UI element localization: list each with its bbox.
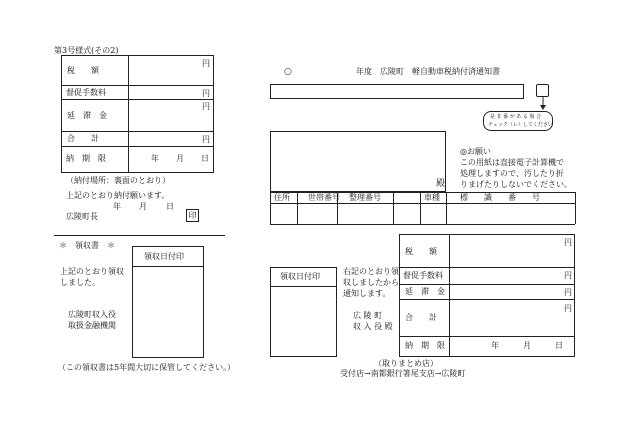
bottom-tax-label: 税 額 xyxy=(405,247,437,256)
request-heading: ◎お願い xyxy=(460,147,491,156)
late-fee-label: 延 滞 金 xyxy=(67,111,107,120)
bottom-late-unit: 円 xyxy=(564,288,572,297)
request-line-2: 処理しますので、汚したり折 xyxy=(460,169,564,178)
receipt-note: （この領収書は5年間大切に保管してください。） xyxy=(58,363,236,372)
due-day: 日 xyxy=(201,154,209,163)
store-route: 受付店→南都銀行箸尾支店→広陵町 xyxy=(340,369,466,378)
bottom-text-1: 右記のとおり領 xyxy=(343,267,399,276)
request-line-1: この用紙は直接電子計算機で xyxy=(460,158,564,167)
total-unit: 円 xyxy=(202,135,210,144)
col-household-no: 世帯番号 xyxy=(308,193,340,202)
store-heading: （取りまとめ店） xyxy=(374,359,438,368)
receipt-office-2: 取扱金融機関 xyxy=(68,321,116,330)
receipt-office-1: 広陵町収入役 xyxy=(68,310,116,319)
notice-title: 年度 広陵町 軽自動車税納付済通知書 xyxy=(356,67,500,76)
bottom-stamp-label: 領収日付印 xyxy=(280,272,320,281)
bottom-late-label: 延 滞 金 xyxy=(405,287,445,296)
payment-request: 上記のとおり納付願います。 xyxy=(66,191,170,200)
arrow-down-icon xyxy=(539,97,547,111)
bottom-dunning-label: 督促手数料 xyxy=(403,271,443,280)
circle-mark: ○ xyxy=(284,67,292,77)
bottom-due-label: 納 期 限 xyxy=(405,341,445,350)
due-year: 年 xyxy=(151,154,159,163)
late-fee-unit: 円 xyxy=(202,102,210,111)
receipt-text-1: 上記のとおり領収 xyxy=(60,267,124,276)
honorific-mark: 殿 xyxy=(436,179,446,189)
request-line-3: りまげたりしないでください。 xyxy=(460,180,572,189)
bottom-due-year: 年 xyxy=(491,341,499,350)
request-month: 月 xyxy=(139,202,147,211)
mayor-title: 広陵町長 xyxy=(66,212,98,221)
receipt-text-2: しました。 xyxy=(60,278,100,287)
form-number: 第3号様式(その2) xyxy=(54,46,119,55)
total-label: 合 計 xyxy=(67,134,99,143)
bottom-text-2: 収しましたから xyxy=(343,278,399,287)
bottom-tax-unit: 円 xyxy=(564,238,572,247)
request-year: 年 xyxy=(113,202,121,211)
check-note-2: チェック（レ）してください xyxy=(488,122,553,128)
receipt-stamp-label: 領収日付印 xyxy=(144,252,184,261)
due-date-label: 納 期 限 xyxy=(66,154,106,163)
dunning-fee-label: 督促手数料 xyxy=(66,88,106,97)
check-box[interactable] xyxy=(536,84,549,97)
mayor-seal: 印 xyxy=(186,209,199,222)
check-note-1: 是 非 番 が あ る 場 合 xyxy=(490,114,542,120)
payment-place: （納付場所：裏面のとおり） xyxy=(66,176,170,185)
bottom-due-month: 月 xyxy=(523,341,531,350)
receipt-title: ＊ 領収書 ＊ xyxy=(59,241,115,250)
receipt-divider xyxy=(54,235,225,236)
bottom-office-1: 広 陵 町 xyxy=(353,311,383,320)
request-day: 日 xyxy=(166,202,174,211)
col-vehicle-type: 車種 xyxy=(424,193,440,202)
col-address: 住所 xyxy=(274,193,290,202)
tax-amount-label: 税 額 xyxy=(67,66,99,75)
bottom-dunning-unit: 円 xyxy=(564,271,572,280)
bottom-total-label: 合 計 xyxy=(405,313,437,322)
bottom-text-3: 通知します。 xyxy=(343,289,391,298)
tax-amount-unit: 円 xyxy=(202,59,210,68)
check-note-box xyxy=(483,111,553,131)
bottom-office-2: 収 入 役 殿 xyxy=(353,322,393,331)
code-field xyxy=(270,84,524,99)
col-plate-no: 標 識 番 号 xyxy=(460,193,540,202)
bottom-total-unit: 円 xyxy=(564,304,572,313)
due-month: 月 xyxy=(176,154,184,163)
bottom-due-day: 日 xyxy=(555,341,563,350)
dunning-fee-unit: 円 xyxy=(202,89,210,98)
col-ref-no: 整理番号 xyxy=(349,193,381,202)
